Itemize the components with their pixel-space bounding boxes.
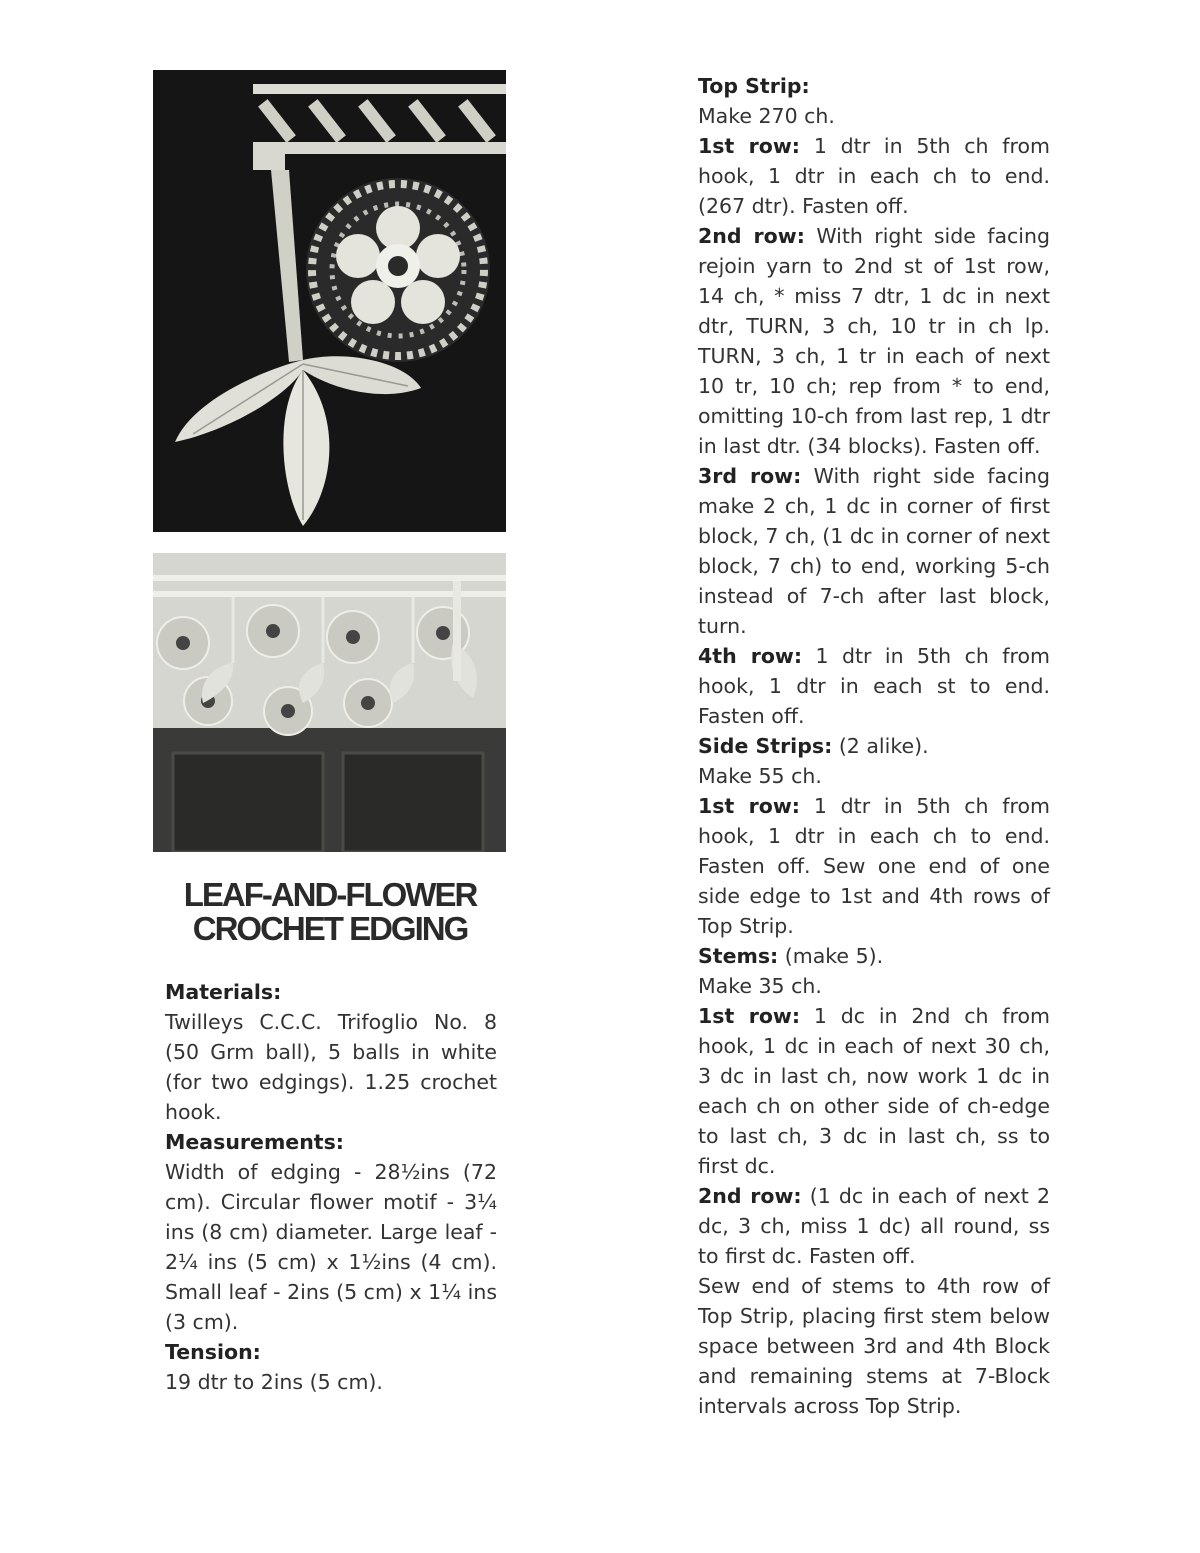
row-text: With right side facing make 2 ch, 1 dc in corner of first block, 7 ch, (1 dc in corner of next block, 7 ch) to end, working 5-ch instead of 7-ch after last block, turn. [698,464,1051,638]
tension-text: 19 dtr to 2ins (5 cm). [165,1370,383,1394]
row-text: 1 dtr in 5th ch from hook, 1 dtr in each ch to end. Fasten off. Sew one end of one side edge to 1st and 4th rows of Top Strip. [698,794,1050,938]
materials-text: Twilleys C.C.C. Trifoglio No. 8 (50 Grm ball), 5 balls in white (for two edgings). 1.25 crochet hook. [165,1010,497,1124]
side-strips-note: (2 alike). [838,734,929,758]
side-strips-heading-line [698,731,1050,761]
stems-heading: Stems: [698,944,779,968]
side-strips-make: Make 55 ch. [698,764,822,788]
title-line-1: LEAF-AND-FLOWER [183,876,477,913]
left-column [165,977,497,1397]
row-text: 1 dtr in 5th ch from hook, 1 dtr in each ch to end. (267 dtr). Fasten off. [698,134,1050,218]
row-text: 1 dc in 2nd ch from hook, 1 dc in each of next 30 ch, 3 dc in last ch, now work 1 dc in each ch on other side of ch-edge to last ch, 3 dc in last ch, ss to first dc. [698,1004,1050,1178]
row-label: 1st row: [698,1004,801,1028]
row-label: 3rd row: [698,464,802,488]
measurements-text: Width of edging - 28½ins (72 cm). Circular flower motif - 3¼ ins (8 cm) diameter. Large leaf - 2¼ ins (5 cm) x 1½ins (4 cm). Small leaf - 2ins (5 cm) x 1¼ ins (3 cm). [165,1160,497,1334]
row-label: 4th row: [698,644,803,668]
row-label: 2nd row: [698,224,805,248]
top-strip-heading: Top Strip: [698,74,810,98]
stems-row-2 [698,1181,1050,1271]
tension-heading: Tension: [165,1340,261,1364]
top-row-2 [698,221,1050,461]
row-label: 1st row: [698,794,801,818]
motif-closeup-photo [153,70,506,532]
measurements-heading: Measurements: [165,1130,345,1154]
side-row-1 [698,791,1050,941]
row-text: With right side facing rejoin yarn to 2nd st of 1st row, 14 ch, * miss 7 dtr, 1 dc in next dtr, TURN, 3 ch, 10 tr in ch lp. TURN, 3 ch, 1 tr in each of next 10 tr, 10 ch; rep from * to end, omitting 10-ch from last rep, 1 dtr in last dtr. (34 blocks). Fasten off. [698,224,1050,458]
right-column [698,71,1050,1421]
side-strips-heading: Side Strips: [698,734,833,758]
closing-text: Sew end of stems to 4th row of Top Strip, placing first stem below space between 3rd and 4th Block and remaining stems at 7-Block intervals across Top Strip. [698,1274,1050,1418]
title-line-2: CROCHET EDGING [192,910,468,947]
top-row-3 [698,461,1050,641]
top-row-4 [698,641,1050,731]
materials-heading: Materials: [165,980,282,1004]
edging-on-door-photo [153,553,506,852]
row-label: 1st row: [698,134,801,158]
top-strip-make: Make 270 ch. [698,104,835,128]
stems-row-1 [698,1001,1050,1181]
stems-heading-line [698,941,1050,971]
row-text: (1 dc in each of next 2 dc, 3 ch, miss 1 dc) all round, ss to first dc. Fasten off. [698,1184,1050,1268]
page-title [150,878,510,946]
top-row-1 [698,131,1050,221]
stems-make: Make 35 ch. [698,974,822,998]
stems-note: (make 5). [784,944,884,968]
row-text: 1 dtr in 5th ch from hook, 1 dtr in each st to end. Fasten off. [698,644,1050,728]
row-label: 2nd row: [698,1184,802,1208]
